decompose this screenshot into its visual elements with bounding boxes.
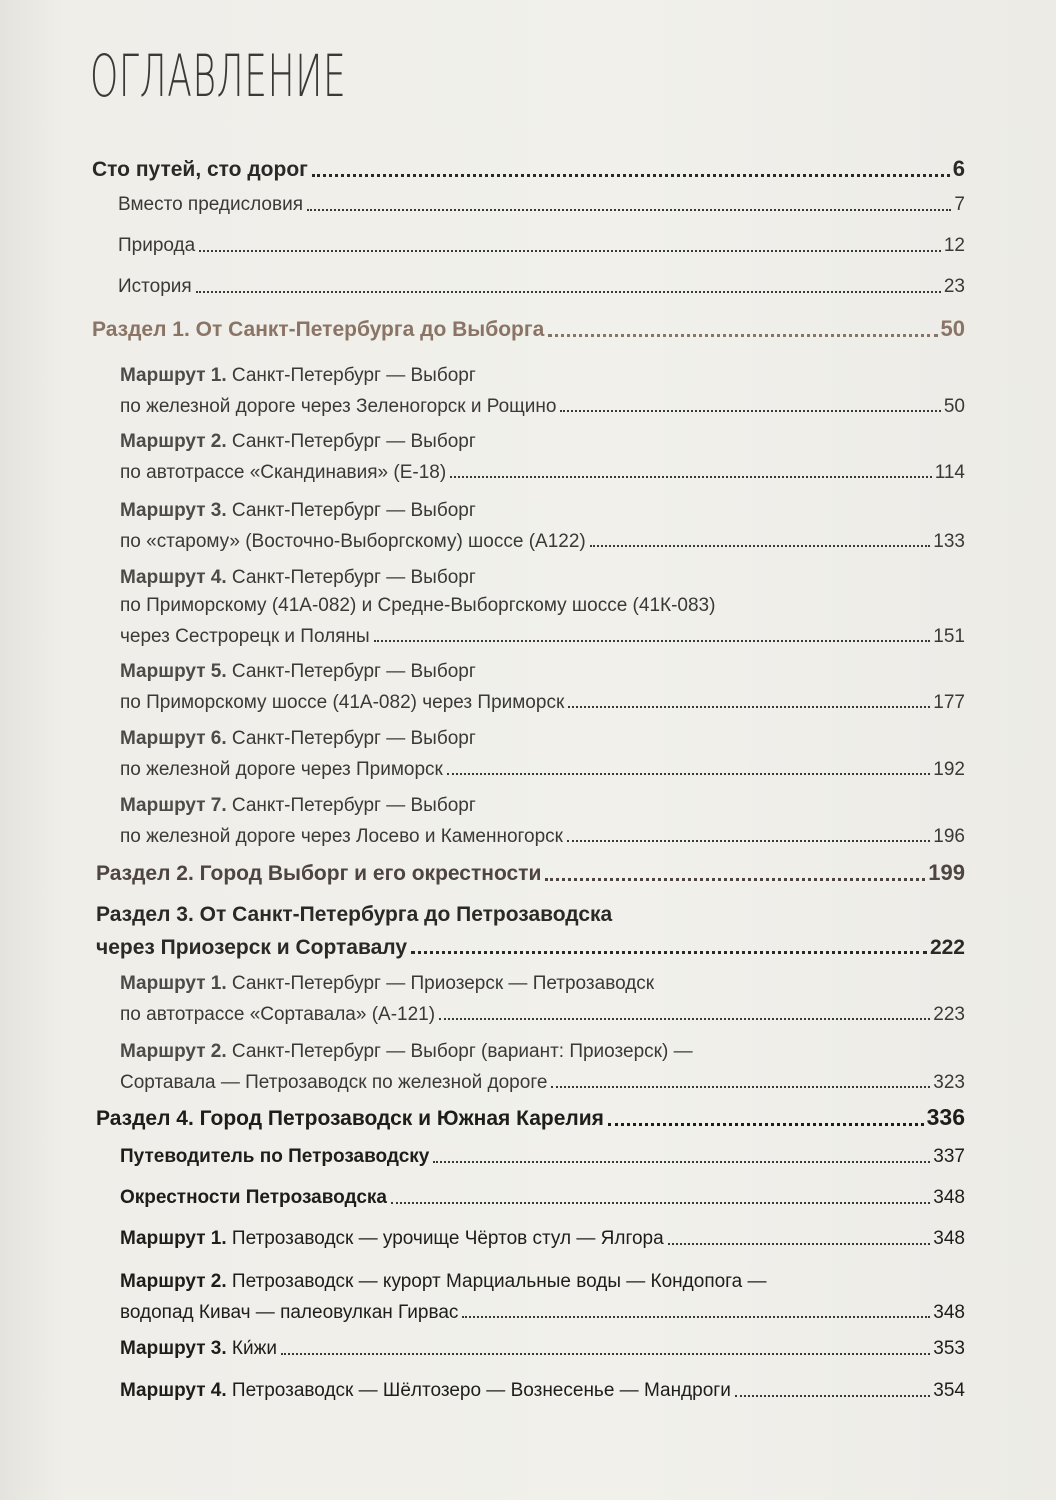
page-number: 133: [933, 531, 965, 552]
route-entry: [120, 428, 965, 484]
entry-label: Раздел 2. Город Выборг и его окрестности: [96, 862, 542, 885]
dot-leader: [551, 1086, 930, 1088]
section-heading: [96, 900, 965, 960]
route-title: Санкт-Петербург — Приозерск — Петрозаводск: [226, 973, 655, 994]
route-title: Санкт-Петербург — Выборг: [226, 567, 476, 588]
route-title: Санкт-Петербург — Выборг: [226, 500, 476, 521]
page-number: 177: [933, 692, 965, 713]
route-title: Ки́жи: [226, 1338, 277, 1359]
page-number: 12: [943, 235, 965, 256]
dot-leader: [590, 545, 931, 547]
route-prefix: Маршрут 2.: [120, 431, 227, 452]
entry-label: Раздел 3. От Санкт-Петербурга до Петрозаводска: [96, 903, 613, 926]
entry-label: Окрестности Петрозаводска: [120, 1187, 387, 1208]
entry-label: История: [118, 276, 192, 297]
route-entry: [120, 658, 965, 714]
route-prefix: Маршрут 1.: [120, 1228, 227, 1249]
route-title: Санкт-Петербург — Выборг: [226, 661, 476, 682]
route-title: Петрозаводск — Шёлтозеро — Вознесенье — Мандроги: [226, 1380, 731, 1401]
route-prefix: Маршрут 1.: [120, 973, 227, 994]
route-prefix: Маршрут 6.: [120, 728, 227, 749]
page-title: ОГЛАВЛЕНИЕ: [90, 42, 347, 110]
dot-leader: [199, 250, 941, 252]
toc-entry: [120, 1146, 965, 1168]
route-detail: по автотрассе «Скандинавия» (Е-18): [120, 462, 447, 483]
page-number: 114: [934, 462, 965, 483]
route-title: Санкт-Петербург — Выборг (вариант: Приозерск) —: [226, 1041, 693, 1062]
route-detail: водопад Кивач — палеовулкан Гирвас: [120, 1302, 459, 1323]
route-title: Санкт-Петербург — Выборг: [226, 365, 476, 386]
page-number: 151: [933, 626, 965, 647]
dot-leader: [568, 706, 930, 708]
page-number: 336: [926, 1104, 965, 1130]
route-prefix: Маршрут 5.: [120, 661, 227, 682]
dot-leader: [307, 209, 951, 211]
route-prefix: Маршрут 3.: [120, 1338, 227, 1359]
page-number: 196: [933, 826, 965, 847]
dot-leader: [462, 1316, 930, 1318]
dot-leader: [312, 174, 950, 177]
entry-label: через Приозерск и Сортавалу: [96, 936, 408, 959]
dot-leader: [567, 840, 930, 842]
page-number: 323: [933, 1072, 965, 1093]
page-number: 50: [940, 316, 965, 341]
page-number: 23: [943, 276, 965, 297]
route-title: Санкт-Петербург — Выборг: [226, 431, 476, 452]
dot-leader: [560, 410, 940, 412]
route-entry: [120, 1228, 965, 1250]
page-number: 354: [933, 1380, 965, 1401]
page-number: 337: [933, 1146, 965, 1167]
entry-label: Природа: [118, 235, 196, 256]
page-number: 348: [933, 1187, 965, 1208]
page-number: 353: [933, 1338, 965, 1359]
dot-leader: [668, 1243, 931, 1245]
toc-entry: [92, 156, 965, 182]
route-detail: Сортавала — Петрозаводск по железной дороге: [120, 1072, 548, 1093]
section-heading: [96, 1104, 965, 1131]
page-number: 199: [928, 860, 965, 885]
page-number: 348: [933, 1302, 965, 1323]
toc-entry: [118, 194, 965, 216]
page-number: 348: [933, 1228, 965, 1249]
route-prefix: Маршрут 1.: [120, 365, 227, 386]
page-number: 223: [933, 1004, 965, 1025]
entry-label: Вместо предисловия: [118, 194, 303, 215]
route-prefix: Маршрут 2.: [120, 1041, 227, 1062]
section-heading: [96, 860, 965, 886]
route-prefix: Маршрут 2.: [120, 1271, 227, 1292]
route-entry: [120, 1338, 965, 1360]
dot-leader: [548, 334, 937, 337]
route-detail: по автотрассе «Сортавала» (А-121): [120, 1004, 436, 1025]
route-title: Петрозаводск — урочище Чёртов стул — Ялгора: [226, 1228, 664, 1249]
dot-leader: [411, 951, 927, 954]
route-entry: [120, 497, 965, 553]
dot-leader: [281, 1353, 930, 1355]
route-detail: по Приморскому шоссе (41А-082) через Приморск: [120, 692, 565, 713]
dot-leader: [735, 1395, 930, 1397]
dot-leader: [196, 291, 941, 293]
page-number: 192: [933, 759, 965, 780]
entry-label: Раздел 1. От Санкт-Петербурга до Выборга: [92, 318, 545, 341]
route-prefix: Маршрут 7.: [120, 795, 227, 816]
route-entry: [120, 1268, 965, 1324]
route-title: Петрозаводск — курорт Марциальные воды — Кондопога —: [226, 1271, 767, 1292]
route-entry: [120, 1380, 965, 1402]
dot-leader: [545, 878, 925, 881]
route-entry: [120, 970, 965, 1026]
toc-entry: [118, 276, 965, 298]
dot-leader: [450, 476, 932, 478]
route-prefix: Маршрут 4.: [120, 567, 227, 588]
dot-leader: [439, 1018, 930, 1020]
route-detail: по Приморскому (41А-082) и Средне-Выборгскому шоссе (41К-083): [120, 595, 716, 616]
page-number: 50: [943, 396, 965, 417]
entry-label: Сто путей, сто дорог: [92, 158, 308, 181]
route-detail: по железной дороге через Приморск: [120, 759, 443, 780]
page-number: 6: [952, 156, 965, 181]
page-number: 222: [929, 936, 965, 959]
toc-entry: [118, 235, 965, 257]
entry-label: Путеводитель по Петрозаводску: [120, 1146, 430, 1167]
dot-leader: [391, 1202, 930, 1204]
route-title: Санкт-Петербург — Выборг: [226, 728, 476, 749]
route-detail: по железной дороге через Лосево и Каменногорск: [120, 826, 563, 847]
page-number: 7: [954, 194, 965, 215]
route-entry: [120, 564, 965, 648]
dot-leader: [433, 1161, 930, 1163]
toc-entry: [120, 1187, 965, 1209]
dot-leader: [608, 1123, 924, 1126]
entry-label: Раздел 4. Город Петрозаводск и Южная Карелия: [96, 1107, 604, 1130]
route-entry: [120, 362, 965, 418]
dot-leader: [374, 640, 931, 642]
dot-leader: [447, 773, 930, 775]
route-prefix: Маршрут 3.: [120, 500, 227, 521]
route-title: Санкт-Петербург — Выборг: [226, 795, 476, 816]
route-detail: по «старому» (Восточно-Выборгскому) шоссе (А122): [120, 531, 586, 552]
route-entry: [120, 1038, 965, 1094]
route-entry: [120, 792, 965, 848]
section-heading: [92, 316, 965, 342]
route-detail: по железной дороге через Зеленогорск и Рощино: [120, 396, 557, 417]
route-entry: [120, 725, 965, 781]
route-prefix: Маршрут 4.: [120, 1380, 227, 1401]
route-detail: через Сестрорецк и Поляны: [120, 626, 370, 647]
